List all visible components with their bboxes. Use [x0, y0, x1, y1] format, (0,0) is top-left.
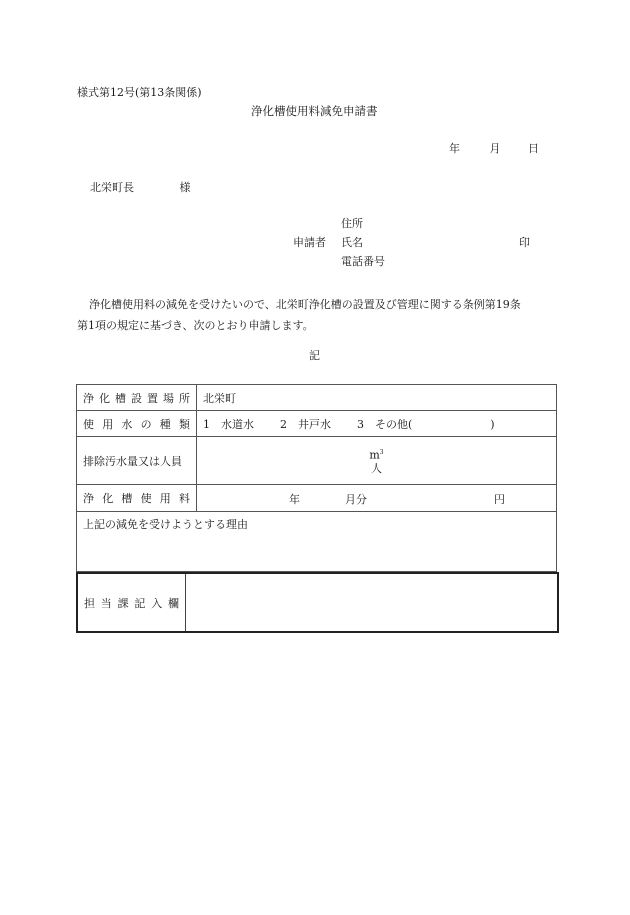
water-type-value[interactable] — [197, 411, 557, 437]
application-statement — [77, 294, 562, 336]
table-row — [77, 485, 557, 512]
fee-yen: 円 — [494, 493, 505, 506]
statement-line-2: 第1項の規定に基づき、次のとおり申請します。 — [77, 319, 314, 332]
water-option-other-close: ) — [490, 417, 495, 431]
date-year: 年 — [449, 142, 460, 155]
cubic-meter-unit: m — [369, 448, 380, 462]
table-row — [77, 437, 557, 485]
addressee — [90, 182, 191, 193]
fee-label: 浄 化 槽 使 用 料 — [77, 485, 197, 512]
phone-label: 電話番号 — [341, 255, 385, 268]
location-value[interactable]: 北栄町 — [197, 385, 557, 411]
name-label: 氏名 — [341, 236, 363, 249]
ki-heading: 記 — [309, 349, 320, 362]
address-label: 住所 — [341, 217, 363, 230]
table-row — [77, 411, 557, 437]
staff-section — [76, 572, 559, 633]
wastewater-value[interactable] — [197, 437, 557, 485]
table-row — [77, 385, 557, 411]
applicant-label: 申請者 — [293, 236, 326, 249]
date-day: 日 — [528, 142, 539, 155]
date-line — [449, 143, 539, 154]
statement-line-1: 浄化槽使用料の減免を受けたいので、北栄町浄化槽の設置及び管理に関する条例第19条 — [89, 298, 521, 311]
water-option-well[interactable]: 2 井戸水 — [280, 417, 331, 431]
persons-unit: 人 — [371, 461, 382, 475]
location-label: 浄 化 槽 設 置 場 所 — [77, 385, 197, 411]
seal-mark: 印 — [519, 236, 530, 249]
application-table — [76, 384, 557, 572]
reason-label: 上記の減免を受けようとする理由 — [83, 518, 248, 531]
document-title: 浄化槽使用料減免申請書 — [251, 104, 378, 118]
water-option-tap[interactable]: 1 水道水 — [203, 417, 254, 431]
water-type-label: 使 用 水 の 種 類 — [77, 411, 197, 437]
staff-entry-area[interactable] — [186, 574, 557, 631]
reason-field[interactable] — [77, 512, 557, 572]
fee-month: 月分 — [345, 493, 367, 506]
form-number: 様式第12号(第13条関係) — [77, 86, 202, 99]
fee-year: 年 — [289, 493, 300, 506]
water-option-other[interactable]: 3 その他( — [357, 417, 413, 431]
date-month: 月 — [489, 142, 501, 155]
cubic-meter-superscript: 3 — [379, 449, 384, 457]
addressee-name: 北栄町長 — [90, 181, 134, 194]
fee-value[interactable] — [197, 485, 557, 512]
wastewater-label: 排除汚水量又は人員 — [77, 437, 197, 485]
addressee-honorific: 様 — [179, 181, 191, 194]
table-row — [77, 512, 557, 572]
staff-label: 担 当 課 記 入 欄 — [78, 574, 186, 631]
